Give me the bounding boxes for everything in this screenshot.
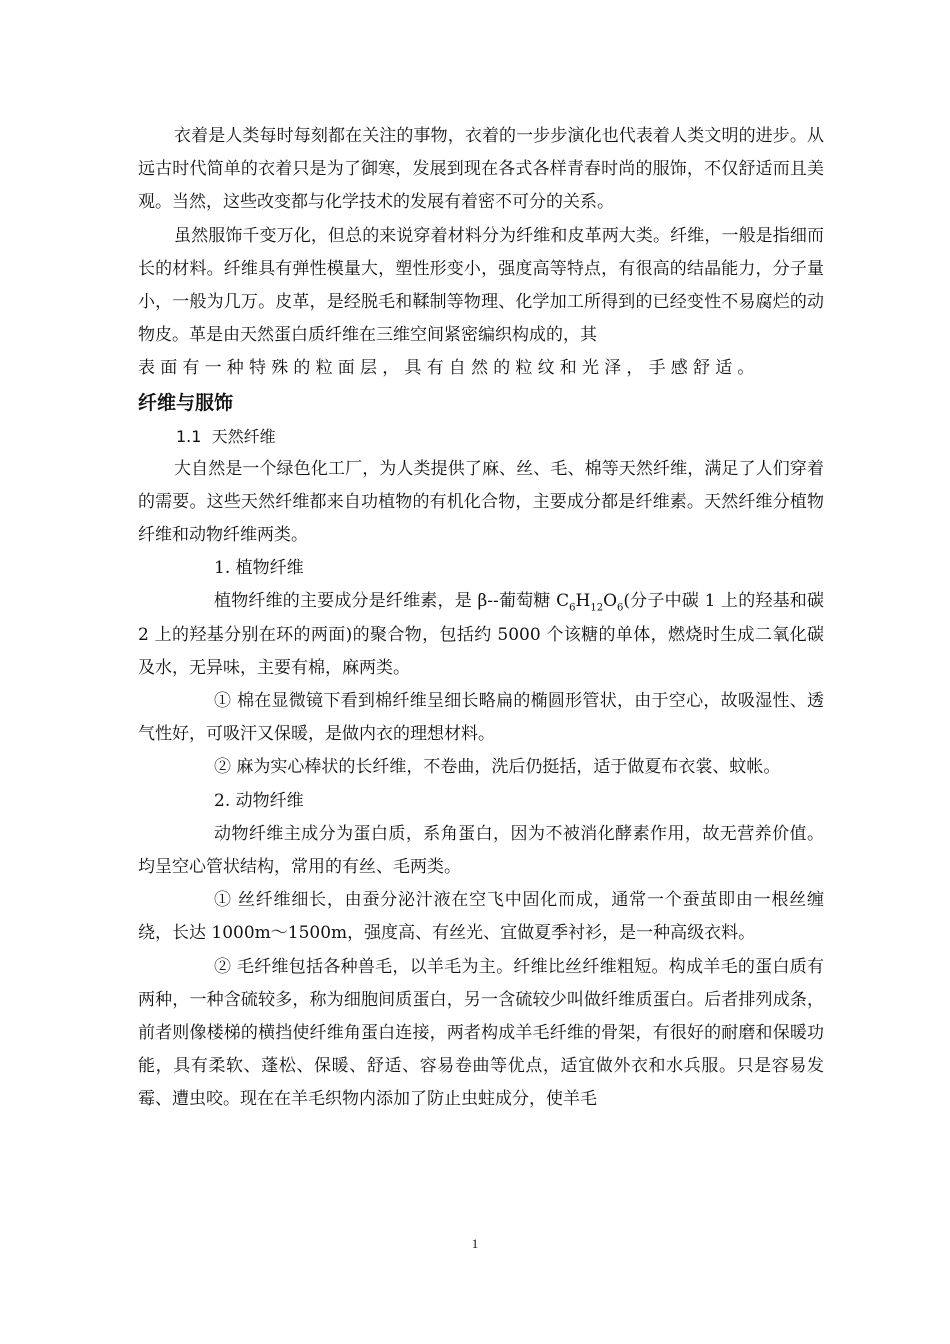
- wool-paragraph: ② 毛纤维包括各种兽毛，以羊毛为主。纤维比丝纤维粗短。构成羊毛的蛋白质有两种，一种含硫较多，称为细胞间质蛋白，另一含硫较少叫做纤维质蛋白。后者排列成条，前者则像楼梯的横挡使纤维角蛋白连接，两者构成羊毛纤维的骨架，有很好的耐磨和保暖功能，具有柔软、蓬松、保暖、舒适、容易卷曲等优点，适宜做外衣和水兵服。只是容易发霉、遭虫咬。现在在羊毛织物内添加了防止虫蛀成分，使羊毛: [138, 956, 824, 1110]
- formula-sub-12: 12: [590, 602, 604, 614]
- intro-paragraph-2-last-line: 表面有一种特殊的粒面层，具有自然的粒纹和光泽，手感舒适。: [138, 358, 760, 379]
- section-title: 纤维与服饰: [138, 391, 234, 414]
- plant-fiber-title: 1. 植物纤维: [214, 558, 304, 579]
- animal-fiber-title: 2. 动物纤维: [214, 790, 304, 811]
- subsection-title: [138, 420, 824, 453]
- intro-paragraph-2: 虽然服饰千变万化，但总的来说穿着材料分为纤维和皮革两大类。纤维，一般是指细而长的材料。纤维具有弹性模量大，塑性形变小，强度高等特点，有很高的结晶能力，分子量小，一般为几万。皮革，是经脱毛和鞣制等物理、化学加工所得到的已经变性不易腐烂的动物皮。革是由天然蛋白质纤维在三维空间紧密编织构成的，其: [138, 225, 824, 346]
- silk-paragraph: ① 丝纤维细长，由蚕分泌汁液在空飞中固化而成，通常一个蚕茧即由一根丝缠绕，长达 1000m～1500m，强度高、有丝光、宜做夏季衬衫，是一种高级衣料。: [138, 890, 824, 944]
- formula-sub-6b: 6: [617, 602, 624, 614]
- subsection-intro: 大自然是一个绿色化工厂，为人类提供了麻、丝、毛、棉等天然纤维，满足了人们穿着的需要。这些天然纤维都来自功植物的有机化合物，主要成分都是纤维素。天然纤维分植物纤维和动物纤维两类。: [138, 458, 824, 546]
- intro-paragraph-1: 衣着是人类每时每刻都在关注的事物，衣着的一步步演化也代表着人类文明的进步。从远古时代简单的衣着只是为了御寒，发展到现在各式各样青春时尚的服饰，不仅舒适而且美观。当然，这些改变都与化学技术的发展有着密不可分的关系。: [138, 126, 824, 213]
- plant-desc-part-a: 植物纤维的主要成分是纤维素，是 β--葡萄糖 C: [214, 591, 570, 612]
- formula-o: O: [603, 591, 618, 612]
- plant-fiber-description: [138, 585, 824, 685]
- subsection-number: 1.1: [176, 426, 202, 446]
- page-number: 1: [471, 1236, 479, 1251]
- animal-fiber-description: 动物纤维主成分为蛋白质，系角蛋白，因为不被消化酵素作用，故无营养价值。均呈空心管状结构，常用的有丝、毛两类。: [138, 823, 824, 878]
- formula-sub-6: 6: [569, 602, 576, 614]
- cotton-paragraph: ① 棉在显微镜下看到棉纤维呈细长略扁的椭圆形管状，由于空心，故吸湿性、透气性好，可吸汗又保暖，是做内衣的理想材料。: [138, 691, 824, 745]
- formula-h: H: [575, 591, 591, 612]
- plant-desc-part-b: (分子中碳 1 上的羟基和碳 2 上的羟基分别在环的两面)的聚合物，包括约 5000 个该糖的单体，燃烧时生成二氧化碳及水，无异味，主要有棉，麻两类。: [138, 591, 824, 678]
- hemp-paragraph: ② 麻为实心棒状的长纤维，不卷曲，洗后仍挺括，适于做夏布衣裳、蚊帐。: [214, 757, 781, 778]
- subsection-label: 天然纤维: [211, 426, 276, 446]
